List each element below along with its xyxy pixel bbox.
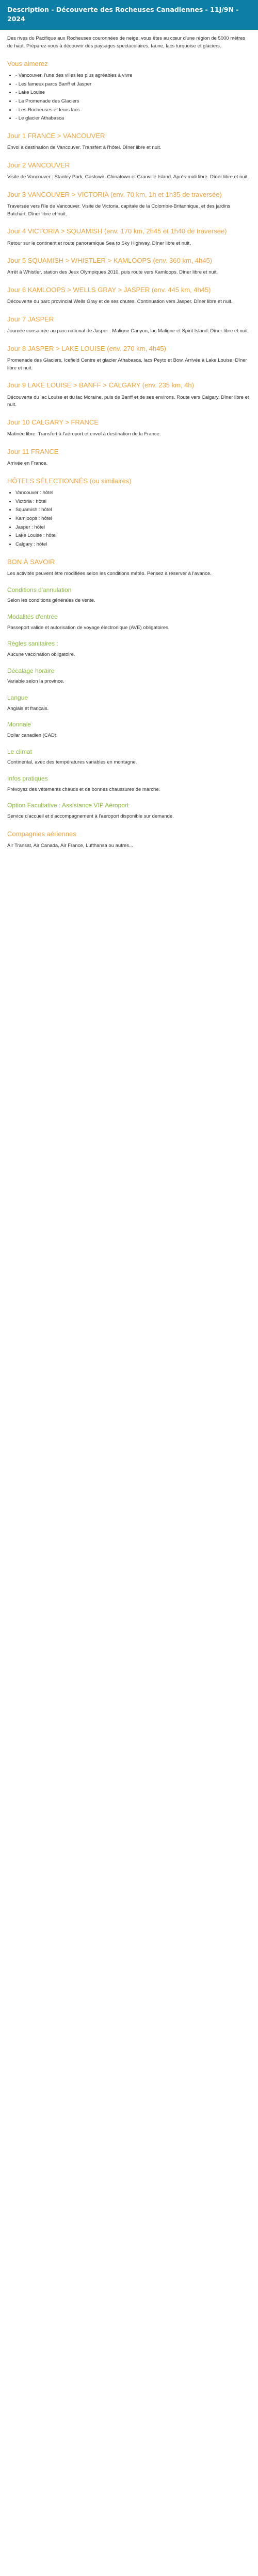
- paragraph: Service d'accueil et d'accompagnement à l'aéroport disponible sur demande.: [7, 813, 174, 819]
- paragraph: Journée consacrée au parc national de Jasper : Maligne Canyon, lac Maligne et Spirit Island. Dîner libre et nuit.: [7, 328, 249, 334]
- bullet-list: [7, 72, 251, 123]
- section-heading: Compagnies aériennes: [7, 829, 76, 838]
- list-item: • Kamloops : hôtel: [15, 515, 251, 523]
- paragraph: Envol à destination de Vancouver. Transfert à l'hôtel. Dîner libre et nuit.: [7, 145, 162, 151]
- paragraph: Aucune vaccination obligatoire.: [7, 652, 75, 657]
- section-heading: Monnaie: [7, 721, 31, 728]
- list-item: • Squamish : hôtel: [15, 506, 251, 514]
- section-heading: BON À SAVOIR: [7, 557, 55, 566]
- section-heading: Jour 2 VANCOUVER: [7, 161, 70, 169]
- list-item: • Jasper : hôtel: [15, 524, 251, 532]
- paragraph: Air Transat, Air Canada, Air France, Lufthansa ou autres...: [7, 842, 133, 849]
- bullet-list: [7, 489, 251, 549]
- paragraph: Anglais et français.: [7, 705, 49, 711]
- section-heading: Jour 8 JASPER > LAKE LOUISE (env. 270 km, 4h45): [7, 344, 166, 352]
- list-item: • - Le glacier Athabasca: [15, 115, 251, 123]
- list-item: • Lake Louise : hôtel: [15, 532, 251, 540]
- section-heading: Jour 11 FRANCE: [7, 447, 59, 455]
- paragraph: Retour sur le continent et route panoramique Sea to Sky Highway. Dîner libre et nuit.: [7, 240, 191, 246]
- document-body: [0, 30, 258, 866]
- paragraph: Découverte du lac Louise et du lac Moraine, puis de Banff et de ses environs. Route vers Calgary. Dîner libre et nuit.: [7, 394, 249, 408]
- paragraph: Arrêt à Whistler, station des Jeux Olympiques 2010, puis route vers Kamloops. Dîner libre et nuit.: [7, 269, 218, 276]
- paragraph: Dollar canadien (CAD).: [7, 732, 58, 738]
- paragraph: Promenade des Glaciers, Icefield Centre et glacier Athabasca, lacs Peyto et Bow. Arrivée à Lake Louise. Dîner libre et nuit.: [7, 358, 247, 371]
- paragraph: Découverte du parc provincial Wells Gray et de ses chutes. Continuation vers Jasper. Dîner libre et nuit.: [7, 299, 233, 305]
- itinerary-sections: [7, 59, 251, 850]
- section-heading: Modalités d'entrée: [7, 613, 58, 621]
- paragraph: Prévoyez des vêtements chauds et de bonnes chaussures de marche.: [7, 786, 160, 792]
- paragraph: Les activités peuvent être modifiées selon les conditions météo. Pensez à réserver à l'avance.: [7, 571, 212, 577]
- list-item: • - Les fameux parcs Banff et Jasper: [15, 81, 251, 89]
- section-heading: HÔTELS SÉLECTIONNÉS (ou similaires): [7, 477, 132, 485]
- section-heading: Règles sanitaires :: [7, 640, 58, 648]
- list-item: • Vancouver : hôtel: [15, 489, 251, 497]
- paragraph: Variable selon la province.: [7, 679, 64, 685]
- paragraph: Traversée vers l'île de Vancouver. Visite de Victoria, capitale de la Colombie-Britannique, et des jardins Butchart. Dîner libre et nuit.: [7, 204, 231, 217]
- list-item: • - La Promenade des Glaciers: [15, 98, 251, 106]
- section-heading: Jour 10 CALGARY > FRANCE: [7, 418, 99, 427]
- section-heading: Langue: [7, 694, 28, 702]
- paragraph: Continental, avec des températures variables en montagne.: [7, 759, 137, 766]
- list-item: • - Vancouver, l'une des villes les plus agréables à vivre: [15, 72, 251, 80]
- section-heading: Jour 6 KAMLOOPS > WELLS GRAY > JASPER (env. 445 km, 4h45): [7, 286, 211, 294]
- section-heading: Vous aimerez: [7, 59, 48, 67]
- section-heading: Infos pratiques: [7, 774, 48, 782]
- paragraph: Selon les conditions générales de vente.: [7, 598, 95, 604]
- paragraph: Matinée libre. Transfert à l'aéroport et envol à destination de la France.: [7, 431, 161, 437]
- paragraph: Visite de Vancouver : Stanley Park, Gastown, Chinatown et Granville Island. Après-midi libre. Dîner libre et nuit.: [7, 174, 249, 180]
- section-heading: Conditions d'annulation: [7, 586, 72, 594]
- section-heading: Jour 1 FRANCE > VANCOUVER: [7, 132, 105, 140]
- page-title: Description - Découverte des Rocheuses Canadiennes - 11J/9N - 2024: [7, 6, 239, 23]
- list-item: • Calgary : hôtel: [15, 541, 251, 549]
- section-heading: Décalage horaire: [7, 667, 55, 674]
- list-item: • - Les Rocheuses et leurs lacs: [15, 107, 251, 114]
- page-banner: [0, 0, 258, 30]
- section-heading: Option Facultative : Assistance VIP Aéroport: [7, 802, 129, 809]
- paragraph: Arrivée en France.: [7, 461, 48, 467]
- list-item: • Victoria : hôtel: [15, 498, 251, 506]
- section-heading: Jour 9 LAKE LOUISE > BANFF > CALGARY (env. 235 km, 4h): [7, 381, 194, 389]
- section-heading: Jour 5 SQUAMISH > WHISTLER > KAMLOOPS (env. 360 km, 4h45): [7, 257, 213, 265]
- section-heading: Jour 4 VICTORIA > SQUAMISH (env. 170 km, 2h45 et 1h40 de traversée): [7, 227, 227, 235]
- section-heading: Jour 7 JASPER: [7, 315, 54, 324]
- section-heading: Jour 3 VANCOUVER > VICTORIA (env. 70 km, 1h et 1h35 de traversée): [7, 190, 222, 198]
- list-item: • - Lake Louise: [15, 89, 251, 97]
- intro-text: Des rives du Pacifique aux Rocheuses couronnées de neige, vous êtes au cœur d'une région de 5000 mètres de haut. Préparez-vous à découvrir des paysages spectaculaires, faune, lacs turquoise et glaciers.: [7, 36, 246, 49]
- paragraph: Passeport valide et autorisation de voyage électronique (AVE) obligatoires.: [7, 624, 170, 631]
- section-heading: Le climat: [7, 748, 33, 755]
